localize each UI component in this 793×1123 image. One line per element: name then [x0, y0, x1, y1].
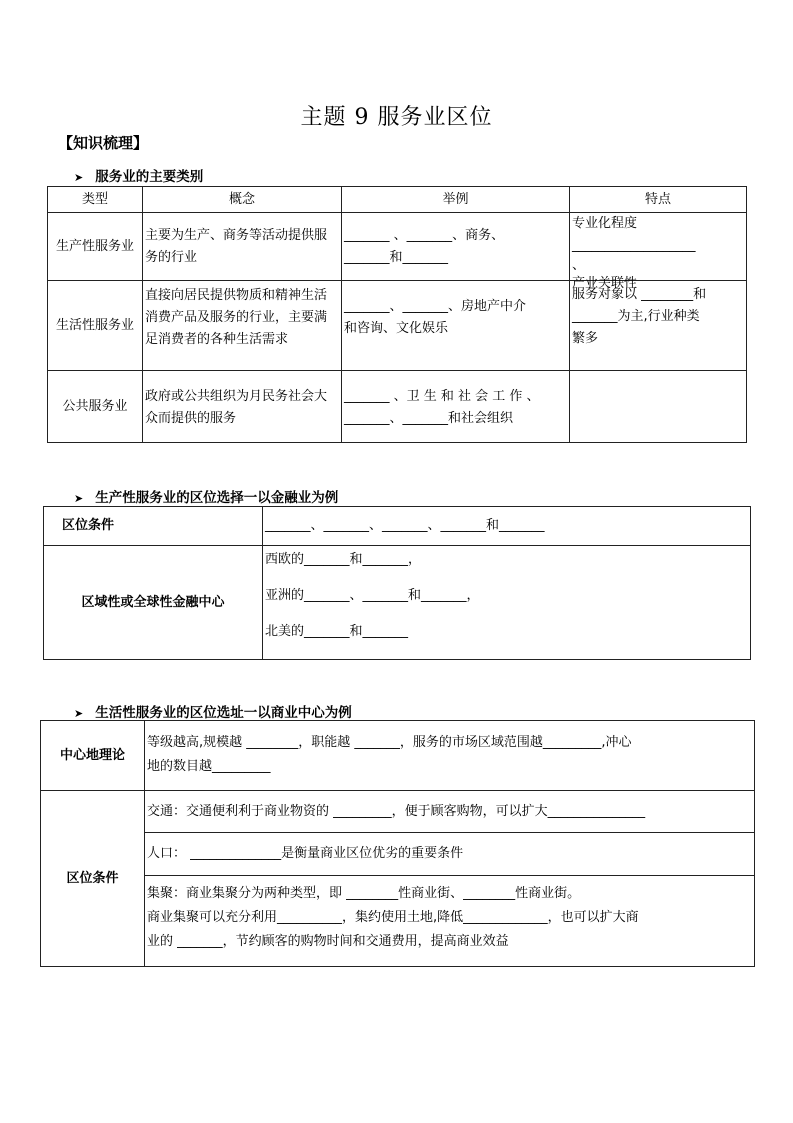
arrow-bullet-icon: ➤ — [74, 171, 84, 184]
value-line: 商业集聚可以充分利用__________，集约使用土地,降低_____________，也可以扩大商 — [147, 910, 639, 925]
arrow-bullet-icon: ➤ — [74, 492, 84, 505]
value-line: 等级越高,规模越 ________，职能越 _______，服务的市场区域范围越_________,冲心 — [147, 735, 632, 750]
row-value: _______、_______、_______、_______和_______ — [263, 507, 751, 546]
traffic-cell: 交通：交通便利利于商业物资的 _________，便于顾客购物，可以扩大_______________ — [145, 791, 755, 833]
table-row — [48, 371, 747, 443]
table-row — [48, 281, 747, 371]
table-row — [44, 546, 751, 660]
header-example: 举例 — [342, 187, 570, 213]
population-cell: 人口： ______________是衡量商业区位优劣的重要条件 — [145, 833, 755, 876]
row-feature — [570, 213, 747, 291]
value-line: 集聚：商业集聚分为两种类型，即 ________性商业街、________性商业街。 — [147, 886, 581, 901]
row-value — [145, 721, 755, 791]
row-label: 区位条件 — [41, 791, 145, 967]
aggregation-cell — [145, 876, 755, 967]
table-row — [41, 876, 755, 967]
feature-line: 产业关联性 — [572, 276, 638, 291]
row-concept: 直接向居民提供物质和精神生活消费产品及服务的行业，主要满足消费者的各种生活需求 — [143, 281, 342, 371]
example-line: _______ 、_______、商务、 — [344, 228, 505, 243]
row-label: 区位条件 — [44, 507, 263, 546]
arrow-bullet-icon: ➤ — [74, 707, 84, 720]
row-concept: 政府或公共组织为月民务社会大众而提供的服务 — [143, 371, 342, 443]
page-title: 主题 9 服务业区位 — [300, 105, 493, 130]
table-row — [41, 833, 755, 876]
value-line: 西欧的_______和_______， — [265, 552, 422, 567]
row-example — [342, 213, 570, 281]
value-line: 业的 _______，节约顾客的购物时间和交通费用，提高商业效益 — [147, 934, 509, 949]
section2-heading-text: 生产性服务业的区位选择一以金融业为例 — [95, 490, 339, 506]
section3-heading — [74, 701, 352, 721]
commerce-location-table — [40, 720, 755, 967]
service-types-table — [47, 186, 747, 443]
knowledge-heading: 【知识梳理】 — [58, 134, 149, 152]
example-line: _______和_______ — [344, 250, 449, 265]
example-line: _______ 、卫 生 和 社 会 工 作 、 — [344, 389, 540, 404]
feature-line: ___________________ — [572, 238, 696, 253]
table-row — [48, 213, 747, 281]
value-line: 北美的_______和_______ — [265, 624, 409, 639]
feature-line: _______为主,行业种类 — [572, 309, 700, 324]
section2-heading — [74, 486, 338, 506]
row-label: 中心地理论 — [41, 721, 145, 791]
header-concept: 概念 — [143, 187, 342, 213]
row-type: 生产性服务业 — [48, 213, 143, 281]
value-line: 地的数目越_________ — [147, 759, 271, 774]
row-type: 公共服务业 — [48, 371, 143, 443]
header-type: 类型 — [48, 187, 143, 213]
section3-heading-text: 生活性服务业的区位选址一以商业中心为例 — [95, 705, 352, 721]
table-row — [44, 507, 751, 546]
row-example — [342, 371, 570, 443]
header-feature: 特点 — [570, 187, 747, 213]
table-header-row — [48, 187, 747, 213]
example-line: _______、_______、房地产中介 — [344, 299, 527, 314]
row-type: 生活性服务业 — [48, 281, 143, 371]
row-example — [342, 281, 570, 371]
example-line: _______、_______和社会组织 — [344, 411, 514, 426]
row-feature — [570, 281, 747, 371]
table-row — [41, 721, 755, 791]
row-concept: 主要为生产、商务等活动提供服务的行业 — [143, 213, 342, 281]
value-line: 亚洲的_______、_______和_______， — [265, 588, 480, 603]
row-label: 区域性或全球性金融中心 — [44, 546, 263, 660]
row-feature-empty — [570, 371, 747, 443]
table-row — [41, 791, 755, 833]
feature-line: 服务对象以 ________和 — [572, 287, 707, 302]
example-line: 和咨询、文化娱乐 — [344, 321, 449, 336]
feature-line: 繁多 — [572, 331, 599, 346]
section1-heading-text: 服务业的主要类别 — [95, 169, 204, 185]
feature-line: 、 — [572, 258, 586, 273]
feature-line: 专业化程度 — [572, 216, 638, 231]
section1-heading — [74, 165, 203, 185]
finance-location-table — [43, 506, 751, 660]
row-value — [263, 546, 751, 660]
